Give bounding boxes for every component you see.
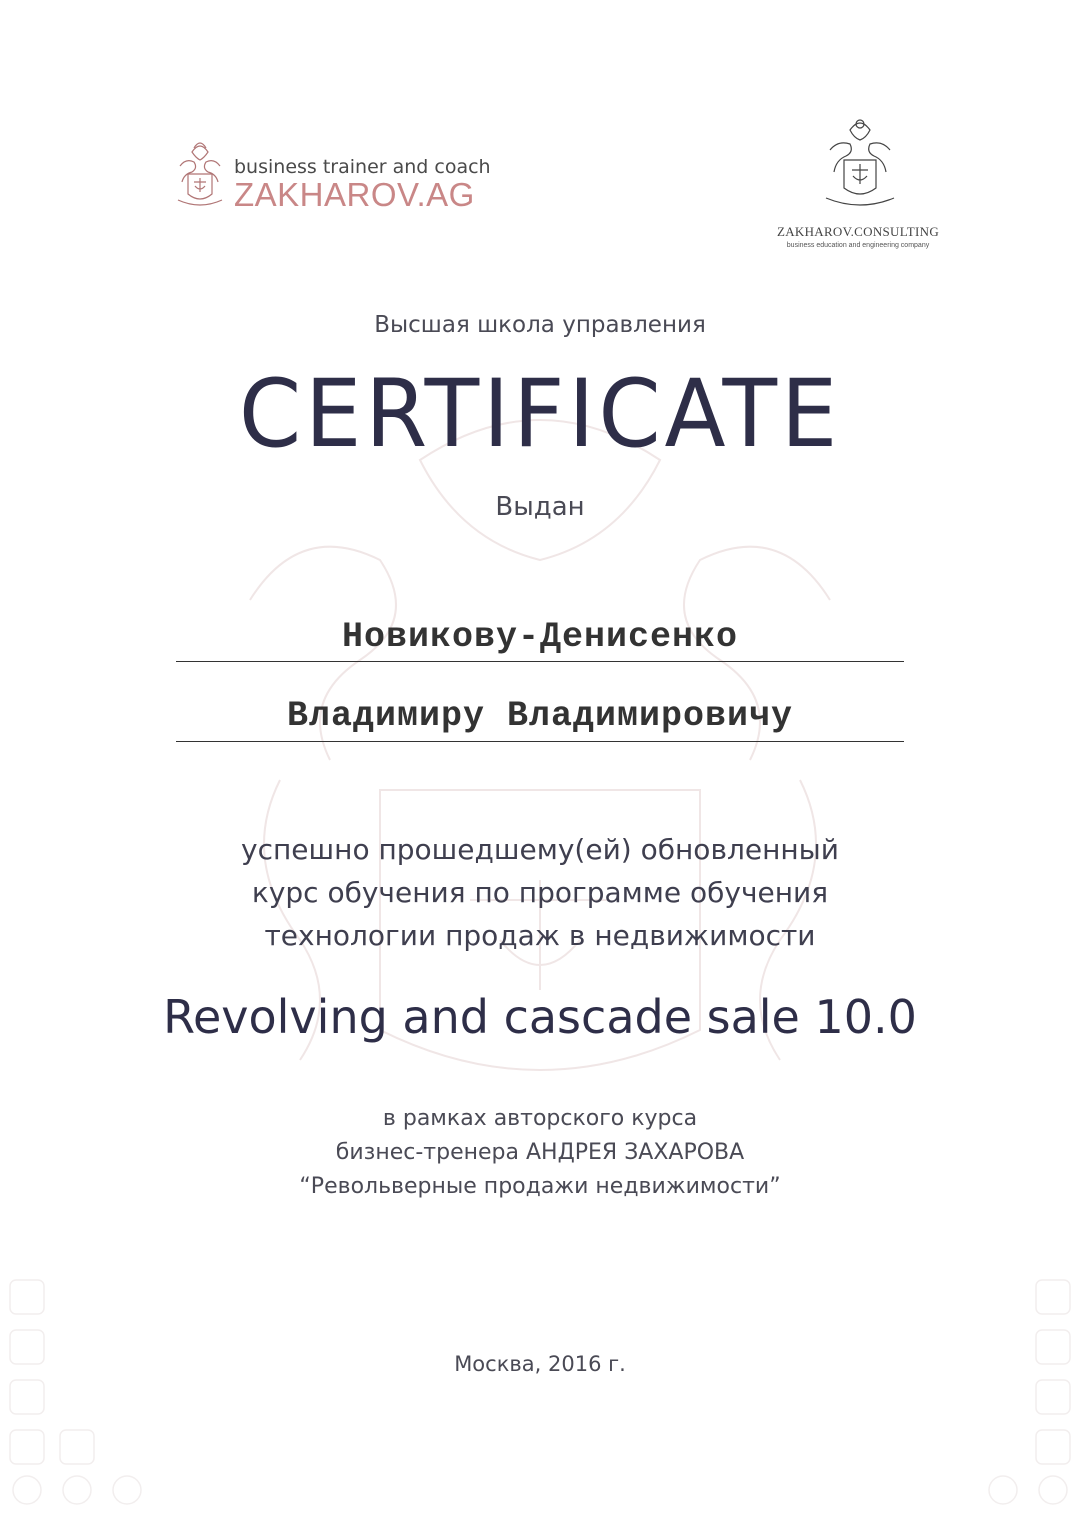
description-line: технологии продаж в недвижимости [264,919,816,952]
description [0,828,1080,957]
logo-zakharov-ag [172,138,491,218]
recipient-name-line-2: Владимиру Владимировичу [176,696,904,742]
framework-line: “Револьверные продажи недвижимости” [299,1174,781,1199]
coat-of-arms-icon [820,114,900,214]
logo-tagline: business trainer and coach [234,156,491,178]
city-date: Москва, 2016 г. [454,1352,626,1376]
framework-line: бизнес-тренера АНДРЕЯ ЗАХАРОВА [335,1140,745,1165]
issued-label: Выдан [495,492,585,522]
logo-subtitle: business education and engineering company [786,242,930,249]
framework-line: в рамках авторского курса [382,1106,698,1131]
description-line: курс обучения по программе обучения [251,876,829,909]
course-framework [0,1102,1080,1204]
description-line: успешно прошедшему(ей) обновленный [241,833,839,866]
school-name: Высшая школа управления [374,312,706,338]
logo-brand: ZAKHAROV.AG [234,176,475,213]
coat-of-arms-icon [172,138,228,214]
certificate-title: CERTIFICATE [238,360,842,469]
recipient-name-line-1: Новикову-Денисенко [176,617,904,662]
course-name: Revolving and cascade sale 10.0 [163,990,917,1044]
logo-brand: ZAKHAROV.CONSULTING [776,224,940,239]
logo-zakharov-consulting [758,114,958,264]
